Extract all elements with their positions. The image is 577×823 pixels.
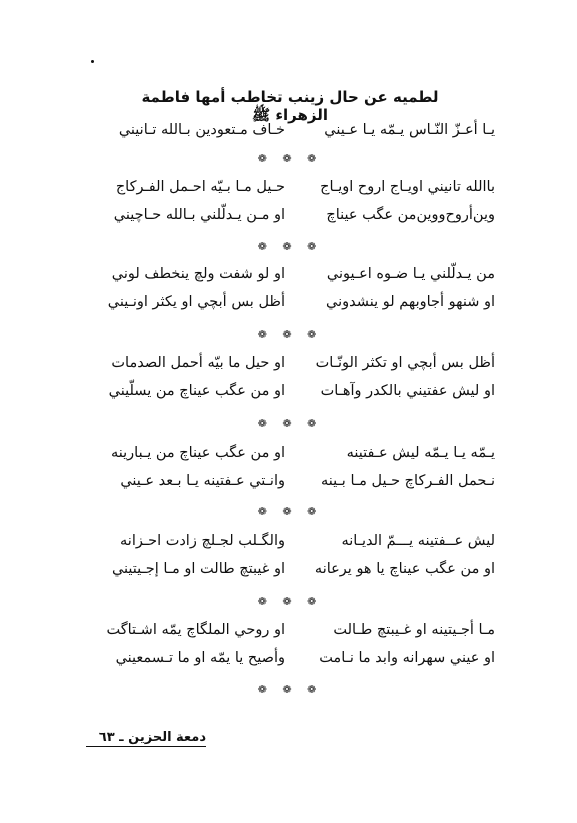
verse-second-hemistich: حـيل مـا بـيّه احـمل الفـركاج	[115, 179, 285, 195]
verse-second-hemistich: والگـلب لجـلچ زادت احـزانه	[120, 533, 285, 549]
verse-line	[95, 646, 495, 670]
verse-line	[95, 290, 495, 314]
verse-second-hemistich: او حيل ما بيّه أحمل الصدمات	[111, 355, 285, 371]
page-footer: دمعة الحزين ـ ٦٣	[86, 730, 206, 747]
verse-line	[95, 469, 495, 493]
verse-line	[95, 379, 495, 403]
verse-first-hemistich: او ليش عفتيني بالكدر وآهـات	[320, 383, 495, 399]
verse-first-hemistich: يـمّه يـا يـمّه ليش عـفتينه	[346, 445, 495, 461]
verse-line	[95, 118, 495, 142]
stanza-separator-icon: ❁ ❁ ❁	[257, 240, 323, 253]
verse-first-hemistich: او من عگب عيناچ يا هو يرعانه	[314, 561, 495, 577]
stanza-separator-icon: ❁ ❁ ❁	[257, 152, 323, 165]
verse-line	[95, 618, 495, 642]
verse-second-hemistich: خـاف مـتعودين بـالله تـانيني	[118, 122, 285, 138]
verse-first-hemistich: ليش عــفتينه يـــمّ الديـانه	[341, 533, 495, 549]
verse-first-hemistich: وين‌أروح‌ووين‌من عگب عيناچ	[326, 207, 495, 223]
verse-first-hemistich: أظل بس أبچي او تكثر الونّـات	[315, 355, 495, 371]
poem-title: لطميه عن حال زينب تخاطب أمها فاطمة الزهراء ﷺ	[141, 88, 439, 124]
page-mark	[91, 60, 94, 63]
verse-first-hemistich: من يـدلّلني يـا ضـوه اعـيوني	[326, 266, 495, 282]
verse-line	[95, 351, 495, 375]
verse-line	[95, 203, 495, 227]
verse-first-hemistich: او عيني سهرانه وابد ما نـامت	[319, 650, 495, 666]
verse-line	[95, 175, 495, 199]
stanza-separator-icon: ❁ ❁ ❁	[257, 417, 323, 430]
verse-second-hemistich: وأصيح يا يمّه او ما تـسمعيني	[115, 650, 285, 666]
verse-second-hemistich: او روحي الملگاچ يمّه اشـتاگت	[106, 622, 285, 638]
verse-second-hemistich: او غيبتچ طالت او مـا إجـيتيني	[111, 561, 285, 577]
verse-first-hemistich: باالله تانيني اويـاج اروح اويـاج	[320, 179, 495, 195]
verse-second-hemistich: او من عگب عيناچ من يسلّيني	[108, 383, 285, 399]
stanza-separator-icon: ❁ ❁ ❁	[257, 505, 323, 518]
verse-second-hemistich: أظل بس أبچي او يكثر اونـيني	[107, 294, 285, 310]
verse-second-hemistich: او لو شفت ولچ ينخطف لوني	[111, 266, 285, 282]
verse-first-hemistich: يـا أعـزّ النّـاس يـمّه يـا عـيني	[324, 122, 495, 138]
verse-line	[95, 262, 495, 286]
verse-second-hemistich: او مـن يـدلّلني بـالله حـاچيني	[113, 207, 285, 223]
verse-second-hemistich: وانـتي عـفتينه يـا بـعد عـيني	[120, 473, 285, 489]
verse-line	[95, 529, 495, 553]
stanza-separator-icon: ❁ ❁ ❁	[257, 595, 323, 608]
verse-first-hemistich: مـا أجـيتينه او غـيبتچ طـالت	[333, 622, 495, 638]
verse-first-hemistich: او شنهو أجاوبهم لو ينشدوني	[326, 294, 495, 310]
verse-line	[95, 557, 495, 581]
verse-first-hemistich: نـحمل الفـركاچ حـيل مـا بـينه	[321, 473, 495, 489]
stanza-separator-icon: ❁ ❁ ❁	[257, 683, 323, 696]
stanza-separator-icon: ❁ ❁ ❁	[257, 328, 323, 341]
verse-second-hemistich: او من عگب عيناچ من يـبارينه	[110, 445, 285, 461]
verse-line	[95, 441, 495, 465]
